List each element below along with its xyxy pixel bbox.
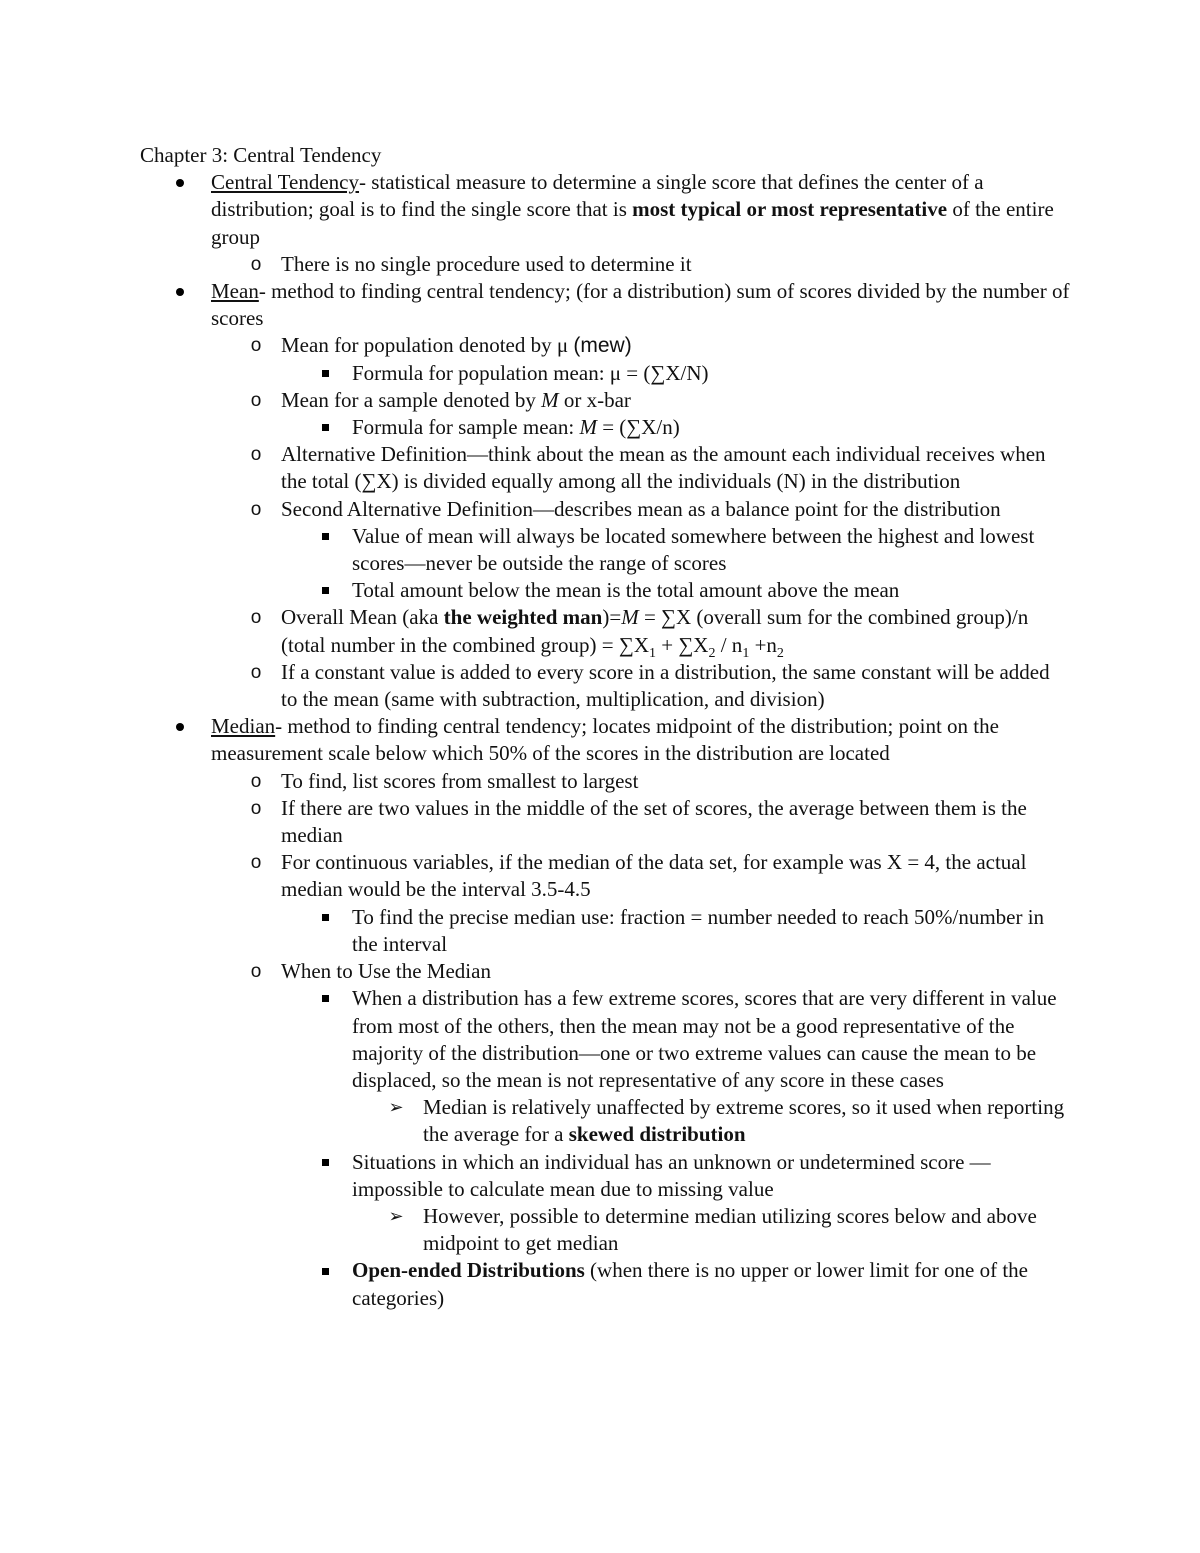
square-bullet-icon <box>315 1257 335 1284</box>
extreme-scores-text: When a distribution has a few extreme scores, scores that are very different in value from most of the others, then the mean may not be a good representative of the majority of the distribution—one or two extreme values can cause the mean to be displaced, so the mean is not representative of any score in these cases <box>352 986 1057 1092</box>
central-tendency-bold: most typical or most representative <box>632 197 948 222</box>
sub-when-to-use-median <box>140 958 1070 985</box>
sub-skewed-distribution <box>140 1094 1070 1148</box>
median-continuous-text: For continuous variables, if the median of the data set, for example was X = 4, the actual median would be the interval 3.5-4.5 <box>281 850 1027 902</box>
sub-median-two-values <box>140 795 1070 849</box>
square-bullet-icon <box>315 523 335 550</box>
sub-open-ended <box>140 1257 1070 1311</box>
overall-mean-e: / n <box>715 632 743 657</box>
open-ended-text: (when there is no upper or lower limit for one of the categories) <box>352 1258 1029 1310</box>
population-formula-text: Formula for population mean: μ = (∑X/N) <box>352 360 709 385</box>
bullet-central-tendency <box>140 169 1070 251</box>
sub-sample-formula <box>140 414 1070 441</box>
arrow-bullet-icon: ➢ <box>388 1205 404 1227</box>
sub-no-single-procedure <box>140 251 1070 278</box>
sub-median-precise <box>140 904 1070 958</box>
circle-bullet-icon: o <box>250 961 262 983</box>
circle-bullet-icon: o <box>250 661 262 683</box>
no-single-procedure-text: There is no single procedure used to determine it <box>281 251 692 276</box>
overall-mean-d: + ∑X <box>655 632 709 657</box>
term-median: Median <box>211 714 276 739</box>
when-to-use-median-text: When to Use the Median <box>281 959 491 984</box>
overall-mean-c: = ∑X (overall sum for the combined group)/n (total number in the combined group) = ∑X <box>281 605 1029 657</box>
mean-definition: - method to finding central tendency; (for a distribution) sum of scores divided by the number of scores <box>211 279 1070 331</box>
sub-constant-value <box>140 659 1070 713</box>
circle-bullet-icon: o <box>250 797 262 819</box>
sub-overall-mean <box>140 604 1070 661</box>
term-central-tendency: Central Tendency <box>211 170 360 195</box>
sub-balance-amount <box>140 577 1070 604</box>
median-precise-text: To find the precise median use: fraction = number needed to reach 50%/number in the interval <box>352 904 1045 956</box>
square-bullet-icon <box>315 577 335 604</box>
mean-sample-text-b: or x-bar <box>558 387 631 412</box>
square-bullet-icon <box>315 360 335 387</box>
median-find-text: To find, list scores from smallest to largest <box>281 768 639 793</box>
balance-amount-text: Total amount below the mean is the total amount above the mean <box>352 578 900 603</box>
alternative-definition-text: Alternative Definition—think about the mean as the amount each individual receives when the total (∑X) is divided equally among all the individuals (N) in the distribution <box>281 442 1046 494</box>
mean-sample-symbol: M <box>541 387 559 412</box>
chapter-title: Chapter 3: Central Tendency <box>140 143 382 167</box>
bullet-mean <box>140 278 1070 332</box>
overall-mean-f: +n <box>749 632 777 657</box>
bullet-dot-icon <box>170 713 190 740</box>
circle-bullet-icon: o <box>250 389 262 411</box>
sample-formula-symbol: M <box>579 415 597 440</box>
sub-however-median <box>140 1203 1070 1257</box>
sub-median-continuous <box>140 849 1070 903</box>
square-bullet-icon <box>315 414 335 441</box>
constant-value-text: If a constant value is added to every score in a distribution, the same constant will be added to the mean (same with subtraction, multiplication, and division) <box>281 659 1050 712</box>
overall-mean-bold: the weighted man <box>443 605 603 630</box>
overall-mean-sub3: 1 <box>742 645 750 661</box>
square-bullet-icon <box>315 985 335 1012</box>
term-mean: Mean <box>211 279 259 304</box>
circle-bullet-icon: o <box>250 498 262 520</box>
sample-formula-b: = (∑X/n) <box>596 415 680 440</box>
sub-mean-sample <box>140 387 1070 414</box>
overall-mean-a: Overall Mean (aka <box>281 605 444 630</box>
square-bullet-icon <box>315 904 335 931</box>
sub-second-alternative-definition <box>140 496 1070 523</box>
median-definition: - method to finding central tendency; locates midpoint of the distribution; point on the measurement scale below which 50% of the scores in the distribution are located <box>211 714 999 766</box>
skewed-distribution-bold: skewed distribution <box>568 1122 746 1147</box>
median-two-values-text: If there are two values in the middle of the set of scores, the average between them is the median <box>281 795 1027 848</box>
sub-median-find <box>140 768 1070 795</box>
bullet-dot-icon <box>170 278 190 305</box>
circle-bullet-icon: o <box>250 253 262 275</box>
balance-range-text: Value of mean will always be located somewhere between the highest and lowest scores—never be outside the range of scores <box>352 523 1035 576</box>
skewed-distribution-text: Median is relatively unaffected by extreme scores, so it used when reporting the average for a <box>423 1095 1065 1147</box>
overall-mean-sub2: 2 <box>708 645 716 661</box>
circle-bullet-icon: o <box>250 770 262 792</box>
however-median-text: However, possible to determine median utilizing scores below and above midpoint to get median <box>423 1203 1037 1256</box>
overall-mean-symbol: M <box>621 605 639 630</box>
bullet-median <box>140 713 1070 767</box>
mew-text: (mew) <box>573 334 632 358</box>
central-tendency-rest: of the entire group <box>211 197 1054 249</box>
unknown-score-text: Situations in which an individual has an unknown or undetermined score —impossible to calculate mean due to missing value <box>352 1149 991 1201</box>
square-bullet-icon <box>315 1149 335 1176</box>
sub-alternative-definition <box>140 441 1070 495</box>
circle-bullet-icon: o <box>250 335 262 357</box>
overall-mean-sub4: 2 <box>776 645 784 661</box>
overall-mean-sub1: 1 <box>648 645 656 661</box>
sub-mean-population <box>140 332 1070 359</box>
circle-bullet-icon: o <box>250 444 262 466</box>
sub-extreme-scores <box>140 985 1070 1094</box>
second-alternative-definition-text: Second Alternative Definition—describes mean as a balance point for the distribution <box>281 496 1001 521</box>
arrow-bullet-icon: ➢ <box>388 1097 404 1119</box>
sub-balance-range <box>140 523 1070 577</box>
circle-bullet-icon: o <box>250 852 262 874</box>
overall-mean-b: )= <box>602 605 622 630</box>
mean-sample-text-a: Mean for a sample denoted by <box>281 387 542 412</box>
central-tendency-definition: - statistical measure to determine a single score that defines the center of a distribution; goal is to find the single score that is <box>211 170 984 222</box>
open-ended-bold: Open-ended Distributions <box>352 1258 585 1283</box>
sample-formula-a: Formula for sample mean: <box>352 415 580 440</box>
sub-population-formula <box>140 360 1070 387</box>
mean-population-text: Mean for population denoted by μ <box>281 333 574 358</box>
document-page <box>140 142 1070 1312</box>
circle-bullet-icon: o <box>250 607 262 629</box>
sub-unknown-score <box>140 1149 1070 1203</box>
bullet-dot-icon <box>170 169 190 196</box>
